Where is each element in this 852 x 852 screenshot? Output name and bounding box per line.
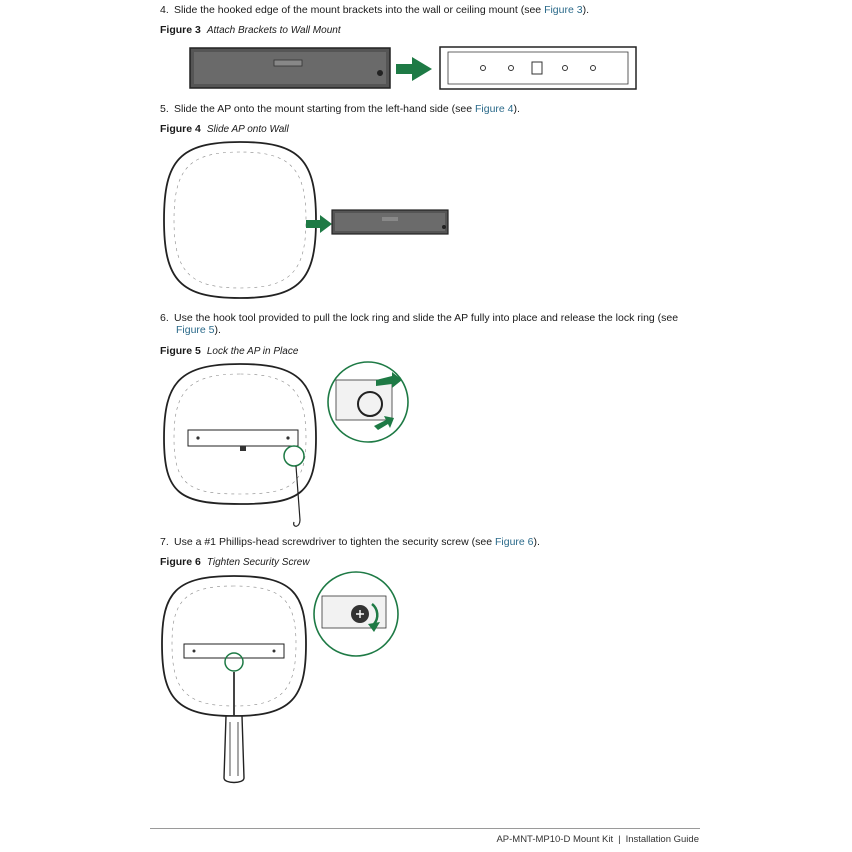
footer-divider <box>150 828 700 829</box>
page-footer <box>496 834 699 845</box>
step-4: 4. Slide the hooked edge of the mount brackets into the wall or ceiling mount (see Figure 3). <box>160 4 590 16</box>
step-6: 6. Use the hook tool provided to pull the lock ring and slide the AP fully into place and release the lock ring (see <box>160 312 679 324</box>
mount-bracket-dark <box>190 48 390 88</box>
figure-5-heading: Figure 5 Lock the AP in Place <box>160 345 299 357</box>
footer-product: AP-MNT-MP10-D Mount Kit <box>496 834 614 845</box>
step-6-continued: Figure 5). <box>176 324 221 336</box>
security-screw-detail <box>314 572 398 656</box>
figure-4-illustration <box>160 140 460 302</box>
figure-6-illustration <box>160 572 400 787</box>
figure-3-link[interactable]: Figure 3 <box>544 4 583 16</box>
wall-mount-plate <box>440 47 636 89</box>
step-7: 7. Use a #1 Phillips-head screwdriver to tighten the security screw (see Figure 6). <box>160 536 540 548</box>
mount-bracket-dark <box>332 210 448 234</box>
step-5: 5. Slide the AP onto the mount starting from the left-hand side (see Figure 4). <box>160 103 520 115</box>
figure-5-illustration <box>160 360 420 535</box>
figure-4-link[interactable]: Figure 4 <box>474 103 514 115</box>
lock-ring-detail <box>328 362 408 442</box>
figure-6-heading: Figure 6 Tighten Security Screw <box>160 556 310 568</box>
figure-6-link[interactable]: Figure 6 <box>494 536 534 548</box>
mounted-bracket <box>184 644 284 658</box>
figure-5-link[interactable]: Figure 5 <box>176 324 215 336</box>
figure-3-illustration <box>186 44 646 94</box>
figure-4-heading: Figure 4 Slide AP onto Wall <box>160 123 289 135</box>
figure-3-heading: Figure 3 Attach Brackets to Wall Mount <box>160 24 341 36</box>
access-point-outline <box>164 142 316 298</box>
arrow-right-icon <box>396 57 432 81</box>
footer-separator: | <box>618 834 621 845</box>
footer-doc-title: Installation Guide <box>625 834 699 845</box>
